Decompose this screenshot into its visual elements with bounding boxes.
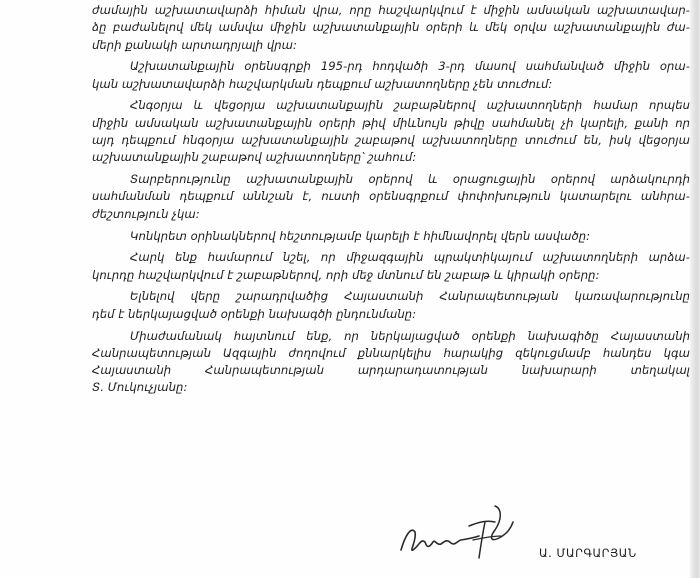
text-line: Հնգօրյա և վեցօրյա աշխատանքային շաբաթներով աշխատողների համար որպես — [130, 98, 690, 113]
text-line: միջին ամսական աշխատանքային օրերի թիվ միևնույն թիվը սահմանել չի կարելի, քանի որ — [92, 115, 690, 130]
paragraph — [92, 288, 690, 323]
text-line: Տարբերությունը աշխատանքային օրերով և օրացուցային օրերով արձակուրդի — [130, 172, 690, 187]
text-line: Տ. Մուկուչյանը: — [92, 380, 188, 395]
paragraph — [92, 171, 690, 223]
text-line: Հարկ ենք համարում նշել, որ միջազգային պրակտիկայում աշխատողների արձա- — [130, 250, 690, 265]
scan-edge-shadow — [690, 0, 700, 578]
text-line: այդ դեպքում հնգօրյա աշխատանքային շաբաթով աշխատողները տուժում են, իսկ վեցօրյա — [92, 133, 690, 148]
text-line: կուրդը հաշվարկվում է շաբաթներով, որի մեջ մտնում են շաբաթ և կիրակի օրերը: — [92, 267, 600, 282]
text-line: Հանրապետության Ազգային ժողովում քննարկելիս հարակից զեկուցմամբ հանդես կգա — [92, 345, 690, 360]
signer-name: Ա. ՄԱՐԳԱՐՅԱՆ — [539, 547, 637, 560]
text-line: ժամային աշխատավարձի հիման վրա, որը հաշվարկվում է միջին ամսական աշխատավար- — [92, 3, 690, 17]
document-body — [92, 2, 690, 397]
paragraph — [92, 249, 690, 284]
handwritten-signature — [395, 492, 525, 564]
text-line: ժեշտություն չկա: — [92, 206, 200, 221]
text-line: Միաժամանակ հայտնում ենք, որ ներկայացված օրենքի նախագիծը Հայաստանի — [130, 328, 690, 343]
paragraph — [92, 58, 690, 93]
text-line: դեմ է ներկայացված օրենքի նախագծի ընդունմանը: — [92, 306, 417, 321]
text-line: Ելնելով վերը շարադրվածից Հայաստանի Հանրապետության կառավարությունը — [130, 289, 690, 304]
text-line: Աշխատանքային օրենսգրքի 195-րդ հոդվածի 3-րդ մասով սահմանված միջին օրա- — [130, 59, 690, 74]
text-line: մերի քանակի արտադրյալի վրա: — [92, 37, 297, 52]
text-line: ձը բաժանելով մեկ ամսվա միջին աշխատանքային օրերի և մեկ օրվա աշխատանքային ժա- — [92, 20, 690, 35]
paragraph — [92, 97, 690, 166]
paragraph — [92, 228, 690, 245]
text-line: կան աշխատավարձի հաշվարկման դեպքում աշխատողները չեն տուժում: — [92, 76, 553, 91]
paragraph — [92, 328, 690, 397]
text-line: Հայաստանի Հանրապետության արդարադատության նախարարի տեղակալ — [92, 363, 690, 378]
text-line: Կոնկրետ օրինակներով հեշտությամբ կարելի է հիմնավորել վերն ասվածը: — [130, 228, 591, 243]
text-line: սահմանման դեպքում աննշան է, ուստի օրենսգրքում փոփոխություն կատարելու անհրա- — [92, 189, 690, 204]
paragraph — [92, 2, 690, 54]
text-line: աշխատանքային շաբաթով աշխատողները՝ շահում: — [92, 150, 417, 165]
